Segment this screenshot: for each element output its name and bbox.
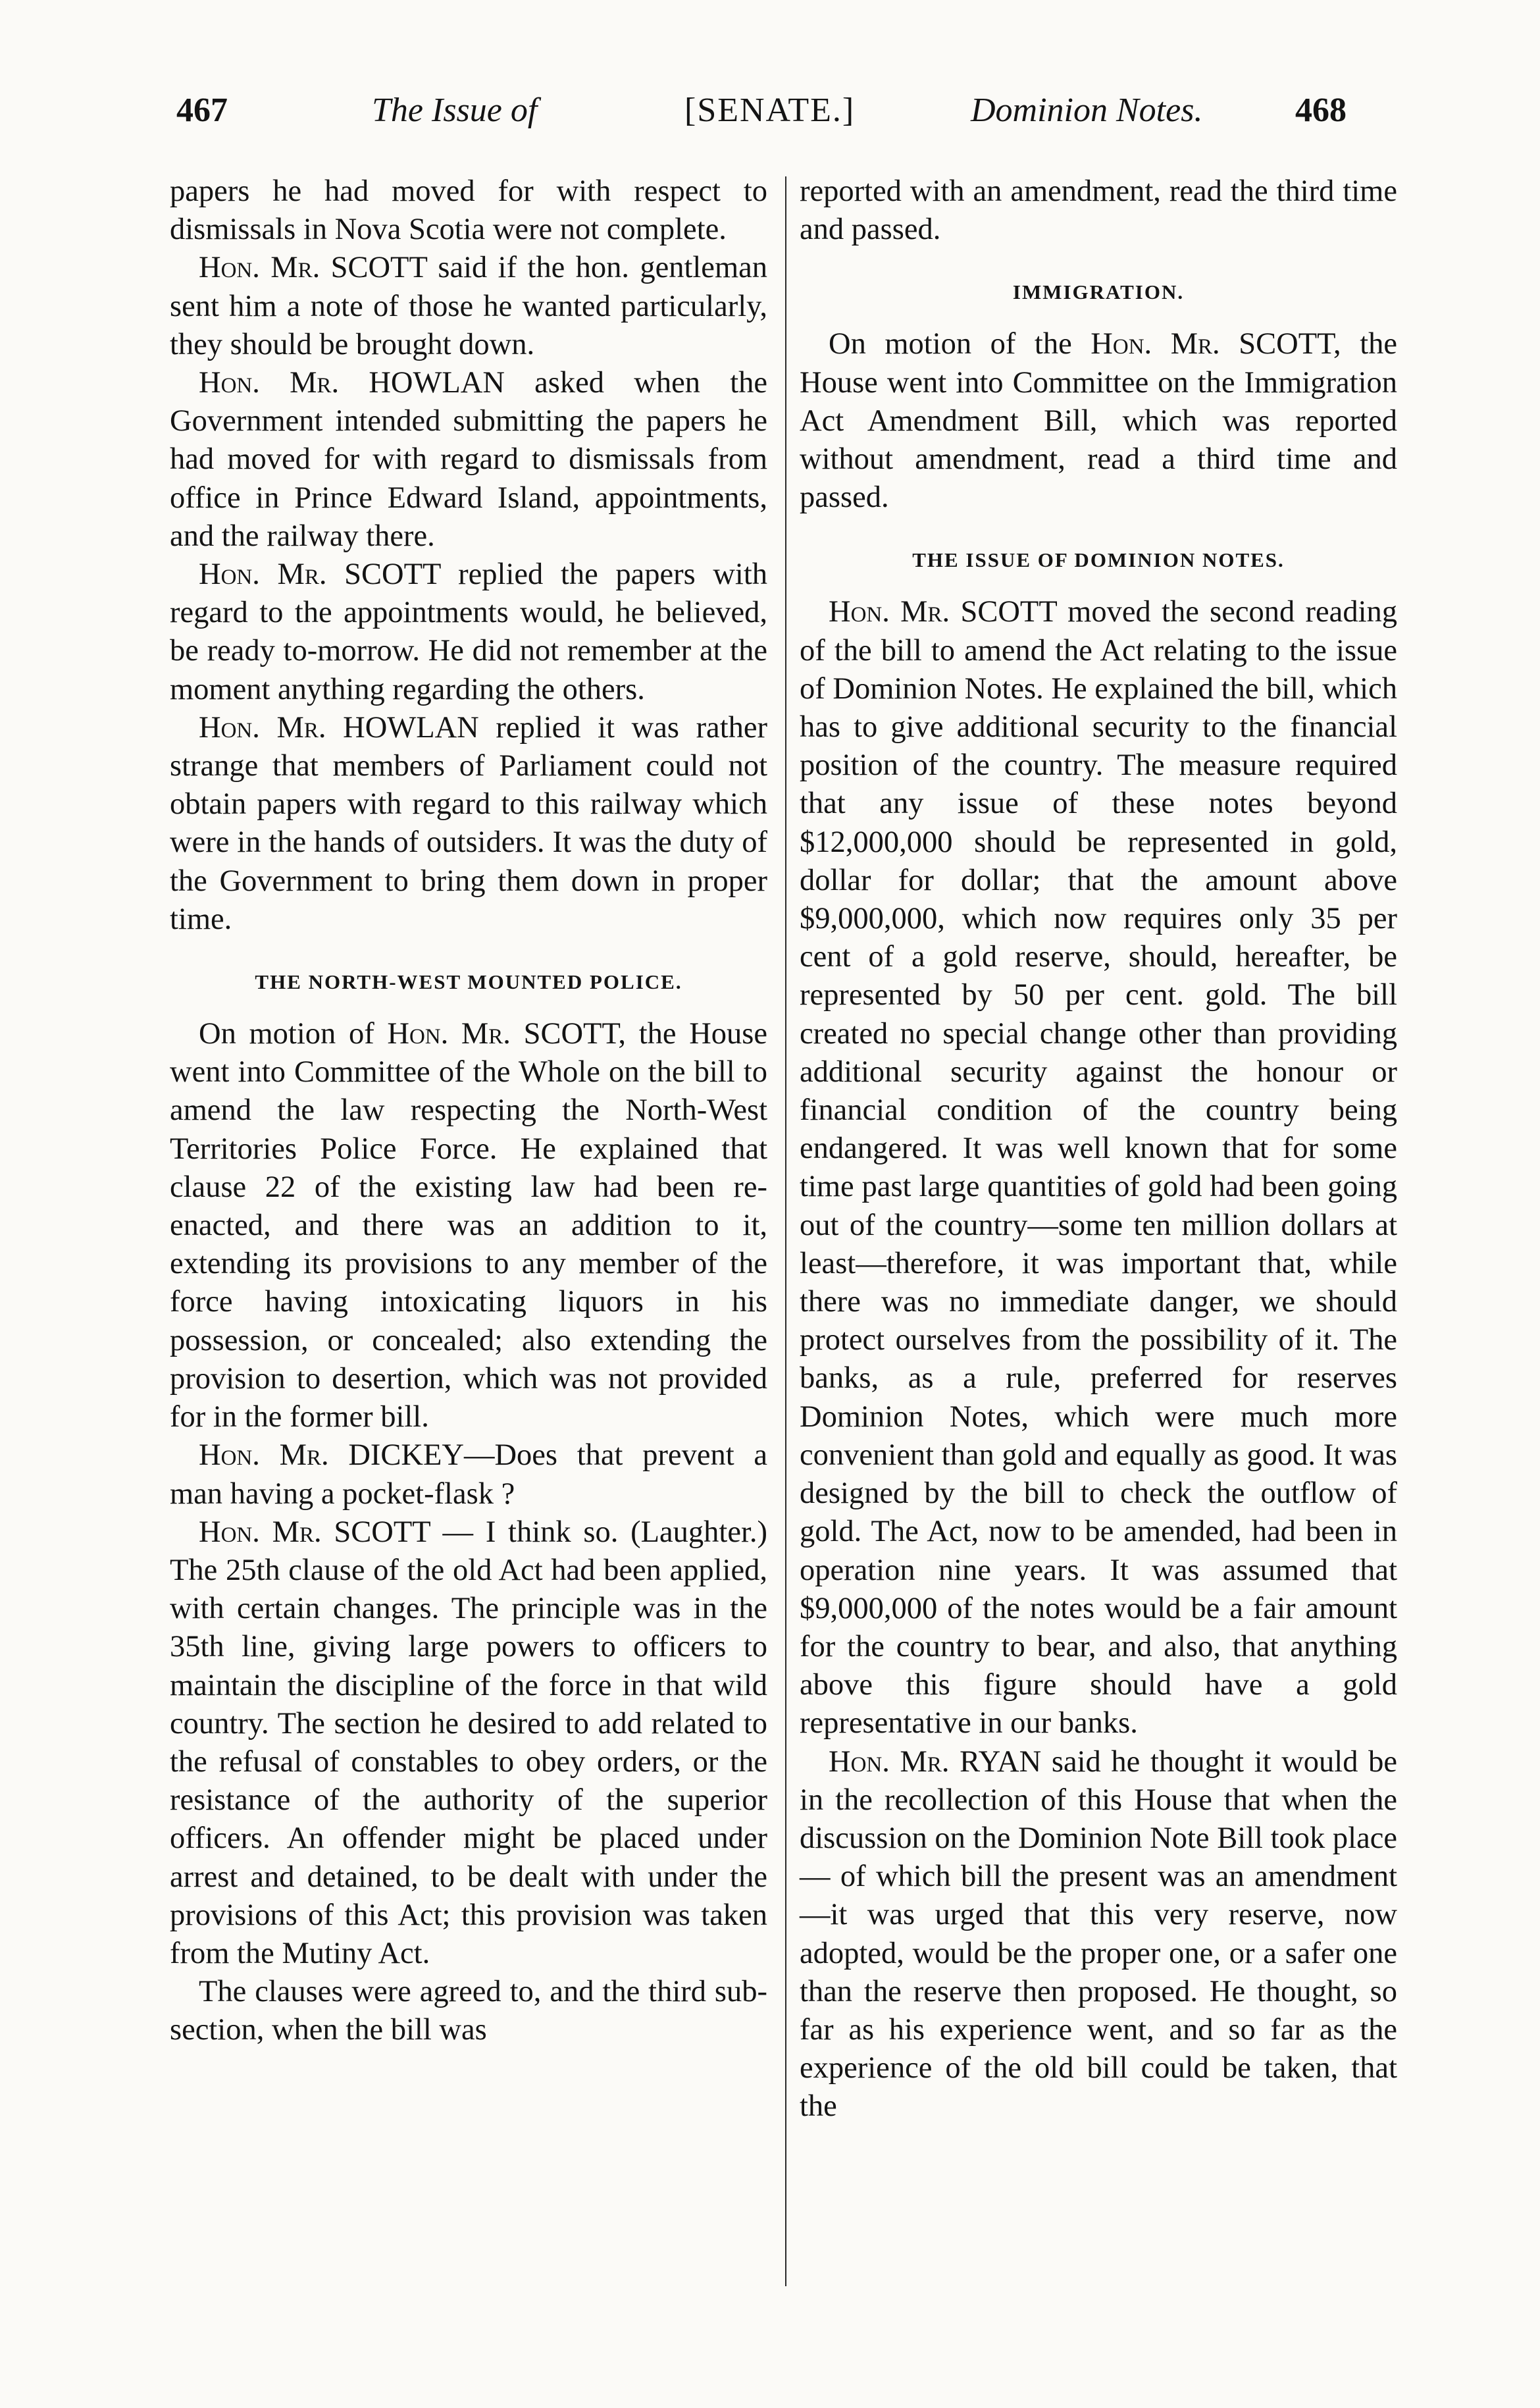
paragraph — [170, 709, 767, 939]
right-page-number: 468 — [1295, 92, 1347, 129]
paragraph-text: The clauses were agreed to, and the third sub-section, when the bill was — [170, 1975, 767, 2047]
paragraph-text: SCOTT replied the papers with regard to the appointments would, he believed, be ready to-morrow. He did not remember at the moment anything regarding the others. — [170, 558, 767, 706]
left-running-title: The Issue of — [372, 92, 538, 129]
speaker-title: Hon. Mr. — [387, 1017, 511, 1051]
speaker-title: Hon. Mr. — [199, 1438, 329, 1473]
column-divider — [785, 176, 786, 2286]
speaker-title: Hon. Mr. — [1091, 327, 1220, 361]
paragraph-text: HOWLAN asked when the Government intended submitting the papers he had moved for with regard to dismissals from office in Prince Edward Island, appointments, and the railway there. — [170, 366, 767, 553]
paragraph-text: SCOTT — I think so. (Laughter.) The 25th clause of the old Act had been applied, with certain changes. The principle was in the 35th line, giving large powers to officers to maintain the discipline of the force in that wild country. The section he desired to add related to the refusal of constables to obey orders, or the resistance of the authority of the superior officers. An offender might be placed under arrest and detained, to be dealt with under the provisions of this Act; this provision was taken from the Mutiny Act. — [170, 1515, 767, 1970]
section-heading: IMMIGRATION. — [1012, 280, 1185, 304]
paragraph-text: On motion of — [199, 1017, 374, 1051]
paragraph-text: DICKEY—Does that prevent a man having a pocket-flask ? — [170, 1438, 767, 1511]
paragraph — [170, 556, 767, 709]
speaker-title: Hon. Mr. — [199, 366, 340, 400]
right-column — [800, 172, 1397, 2126]
paragraph-text: SCOTT, the House went into Committee of the Whole on the bill to amend the law respecting the North-West Territories Police Force. He explained that clause 22 of the existing law had been re-enacted, and there was an addition to it, extending its provisions to any member of the force having intoxicating liquors in his possession, or concealed; also extending the provision to desertion, which was not provided for in the former bill. — [170, 1017, 768, 1434]
paragraph — [800, 172, 1397, 249]
chamber-label: [SENATE.] — [684, 92, 856, 129]
paragraph — [170, 1973, 767, 2049]
speaker-title: Hon. Mr. — [199, 710, 326, 745]
paragraph-text: On motion of the — [829, 327, 1072, 361]
section-heading: THE NORTH-WEST MOUNTED POLICE. — [255, 970, 682, 994]
speaker-title: Hon. Mr. — [199, 558, 327, 592]
speaker-title: Hon. Mr. — [829, 1744, 950, 1779]
paragraph — [800, 325, 1397, 517]
left-page-number: 467 — [176, 92, 228, 129]
paragraph-text: reported with an amendment, read the third time and passed. — [800, 174, 1397, 247]
paragraph — [800, 1743, 1397, 2126]
paragraph — [170, 172, 767, 249]
paragraph — [800, 593, 1397, 1742]
left-column — [170, 172, 767, 2050]
paragraph — [170, 1436, 767, 1513]
speaker-title: Hon. Mr. — [199, 1515, 322, 1549]
paragraph-text: SCOTT, the House went into Committee on the Immigration Act Amendment Bill, which was reported without amendment, read a third time and passed. — [800, 327, 1398, 515]
paragraph — [170, 1015, 767, 1436]
speaker-title: Hon. Mr. — [829, 595, 950, 629]
paragraph-text: RYAN said he thought it would be in the recollection of this House that when the discussion on the Dominion Note Bill took place — of which bill the present was an amendment—it was urged that this very reserve, now adopted, would be the proper one, or a safer one than the reserve then proposed. He thought, so far as his experience went, and so far as the experience of the old bill could be taken, that the — [800, 1744, 1397, 2124]
right-running-title: Dominion Notes. — [971, 92, 1203, 129]
paragraph-text: HOWLAN replied it was rather strange that members of Parliament could not obtain papers with regard to this railway which were in the hands of outsiders. It was the duty of the Government to bring them down in proper time. — [170, 710, 767, 936]
page-header — [0, 91, 1540, 144]
speaker-title: Hon. Mr. — [199, 251, 321, 285]
paragraph — [170, 364, 767, 556]
paragraph-text: papers he had moved for with respect to dismissals in Nova Scotia were not complete. — [170, 174, 767, 247]
paragraph-text: SCOTT said if the hon. gentleman sent him a note of those he wanted particularly, they should be brought down. — [170, 251, 768, 361]
paragraph — [170, 1513, 767, 1973]
paragraph-text: SCOTT moved the second reading of the bill to amend the Act relating to the issue of Dominion Notes. He explained the bill, which has to give additional security to the financial position of the country. The measure required that any issue of these notes beyond $12,000,000 should be represented in gold, dollar for dollar; that the amount above $9,000,000, which now requires only 35 per cent of a gold reserve, should, hereafter, be represented by 50 per cent. gold. The bill created no special change other than providing additional security against the honour or financial condition of the country being endangered. It was well known that for some time past large quantities of gold had been going out of the country—some ten million dollars at least—therefore, it was important that, while there was no immediate danger, we should protect ourselves from the possibility of it. The banks, as a rule, preferred for reserves Dominion Notes, which were much more convenient than gold and equally as good. It was designed by the bill to check the outflow of gold. The Act, now to be amended, had been in operation nine years. It was assumed that $9,000,000 of the notes would be a fair amount for the country to bear, and also, that anything above this figure should have a gold representative in our banks. — [800, 595, 1397, 1741]
paragraph — [170, 249, 767, 364]
section-heading: THE ISSUE OF DOMINION NOTES. — [912, 548, 1285, 572]
